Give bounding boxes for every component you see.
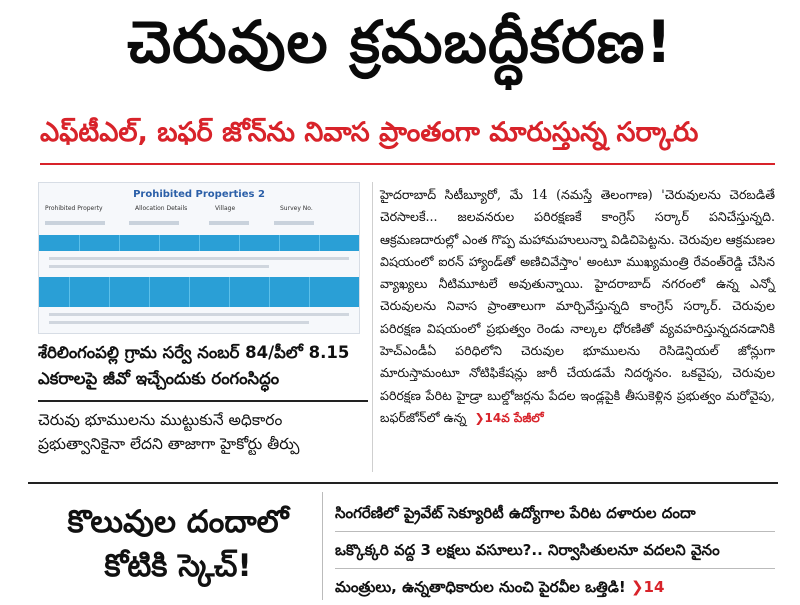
secondary-headline-line: కోటికి స్కెచ్! (104, 548, 252, 584)
summary-line-text: మంత్రులు, ఉన్నతాధికారుల నుంచి పైరవీల ఒత్తిడి! (335, 578, 626, 596)
figure-field-row (274, 221, 314, 225)
continued-label: 14వ పేజీలో (484, 410, 544, 425)
bottom-divider (322, 492, 323, 600)
figure-label: Village (215, 205, 236, 212)
page-reference: ❯14 (630, 578, 665, 596)
figure-label: Allocation Details (135, 205, 188, 212)
figure-field-row (209, 221, 249, 225)
summary-line: ఒక్కొక్కరి వద్ద 3 లక్షలు వసూలు?.. నిర్వాసితులనూ వదలని వైనం (335, 532, 775, 569)
continued-on-page: ❯14వ పేజీలో (470, 410, 544, 425)
figure-field-row (45, 221, 105, 225)
figure-header-band-2 (39, 277, 359, 307)
article-text: హైదరాబాద్ సిటీబ్యూరో, మే 14 (నమస్తే తెలంగాణ) 'చెరువులను చెరబడితే చెరసాలకే... జలవనరుల పరిరక్షణకే కాంగ్రెస్ సర్కార్ పనిచేస్తున్నది. ఆక్రమణదారుల్లో ఎంత గొప్ప మహామహులున్నా విడిచిపెట్టను. చెరువుల ఆక్రమణల విషయంలో ఐరన్ హ్యాండ్‌తో అణిచివేస్తాం' అంటూ ముఖ్యమంత్రి రేవంత్‌రెడ్డి చేసిన వ్యాఖ్యలు నీటిమూటలే అవుతున్నాయి. హైదరాబాద్ నగరంలో ఉన్న ఎన్నో చెరువులను నివాస ప్రాంతాలుగా మార్చివేస్తున్నది కాంగ్రెస్ సర్కార్. చెరువుల పరిరక్షణ విషయంలో ప్రభుత్వం రెండు నాల్కల ధోరణితో వ్యవహరిస్తున్నదనడానికి హెచ్‌ఎండీఏ పరిధిలోని చెరువుల భూములను రెసిడెన్షియల్ జోన్లుగా మారుస్తామంటూ నోటిఫికేషన్లు జారీ చేయడమే నిదర్శనం. ఒకవైపు, చెరువుల పరిరక్షణ పేరిట హైడ్రా బుల్డోజర్లను పేదల ఇండ్లపైకి తీసుకెళ్లిన ప్రభుత్వం మరోవైపు, బఫర్‌జోన్‌లో ఉన్న (380, 187, 775, 425)
headline: చెరువుల క్రమబద్ధీకరణ! (127, 7, 673, 76)
figure-data-line (49, 265, 269, 268)
figure-label: Prohibited Property (45, 205, 103, 212)
secondary-story-summary (335, 495, 775, 605)
subheadline: ఎఫ్‌టీఎల్, బఫర్ జోన్‌ను నివాస ప్రాంతంగా మారుస్తున్న సర్కారు (40, 117, 699, 148)
figure-field-row (129, 221, 179, 225)
column-divider (372, 182, 373, 472)
figure-data-line (49, 321, 309, 324)
figure-data-line (49, 257, 349, 260)
secondary-headline-line: కొలువుల దందాలో (67, 504, 289, 540)
figure-header-band (39, 235, 359, 251)
secondary-headline (28, 500, 328, 588)
caption-rule (38, 400, 368, 402)
figure-labels (45, 205, 351, 217)
figure-table-screenshot (38, 182, 360, 334)
figure-label: Survey No. (280, 205, 313, 212)
summary-line: సింగరేణిలో ప్రైవేట్ సెక్యూరిటీ ఉద్యోగాల పేరిట దళారుల దందా (335, 495, 775, 532)
page-ref-number: 14 (643, 578, 665, 596)
figure-title: Prohibited Properties 2 (133, 189, 265, 200)
figure-data-line (49, 313, 349, 316)
article-body (380, 184, 775, 429)
subhead-rule (40, 163, 775, 165)
section-rule (28, 482, 778, 484)
side-note: చెరువు భూములను ముట్టుకునే అధికారం ప్రభుత్వానికైనా లేదని తాజాగా హైకోర్టు తీర్పు (38, 411, 300, 453)
figure-caption: శేరిలింగంపల్లి గ్రామ సర్వే నంబర్ 84/పీలో 8.15 ఎకరాలపై జీవో ఇచ్చేందుకు రంగంసిద్ధం (38, 343, 350, 388)
summary-line-last (335, 569, 775, 605)
